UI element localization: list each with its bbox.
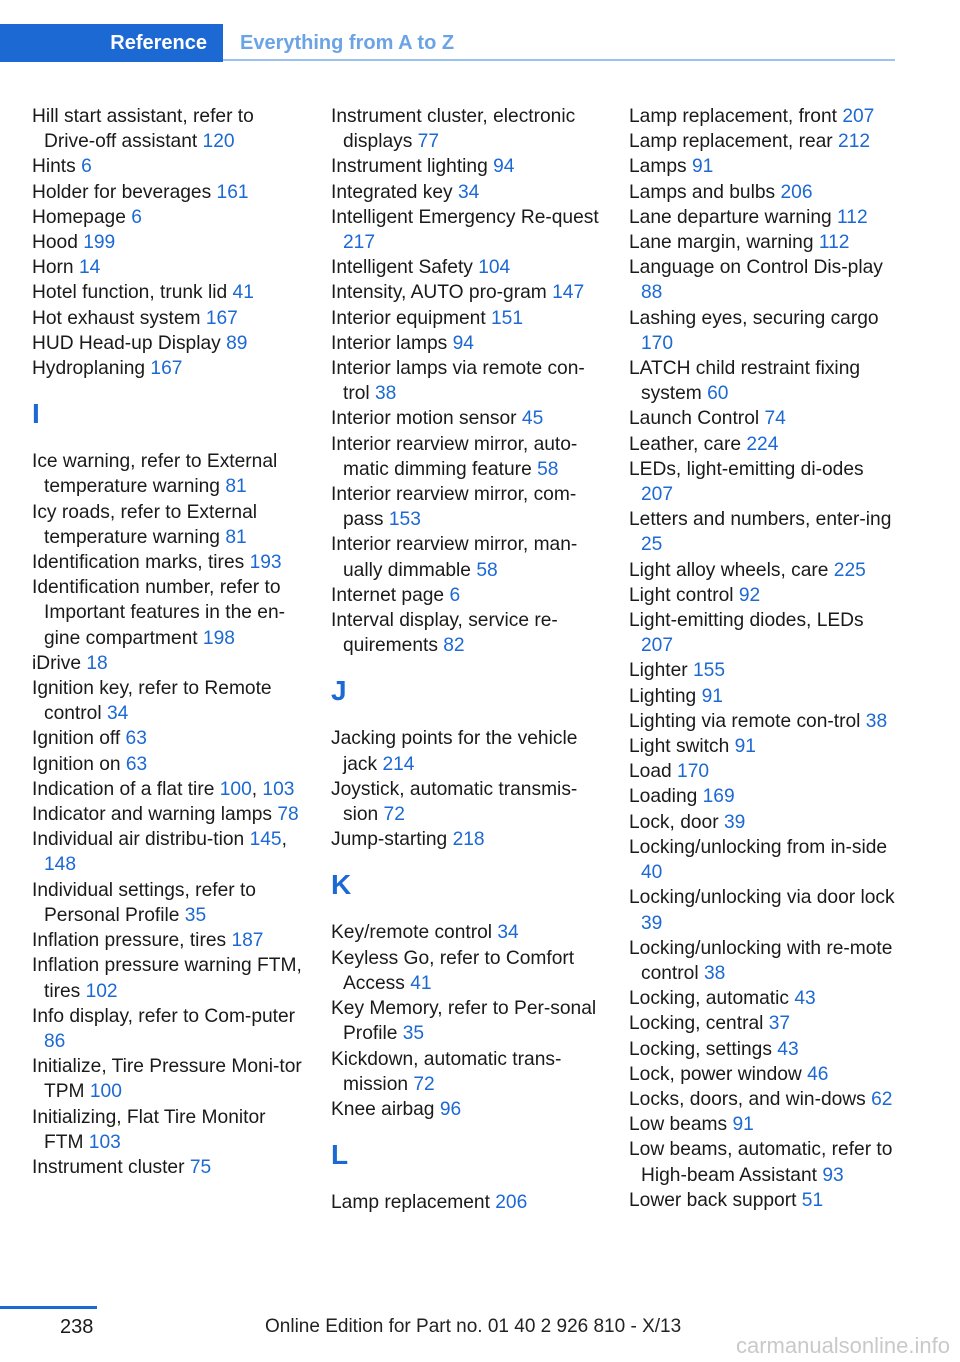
index-entry-text: Lighting — [629, 685, 697, 707]
page-link[interactable]: 225 — [833, 559, 866, 581]
page-link[interactable]: 38 — [865, 710, 888, 732]
index-entry-text: Locks, doors, and win-dows — [629, 1088, 866, 1110]
index-entry — [629, 230, 899, 255]
index-entry — [629, 810, 899, 835]
index-entry-text: Loading — [629, 786, 698, 808]
index-entry — [629, 432, 899, 457]
index-entry — [629, 306, 899, 356]
index-entry — [331, 777, 601, 827]
index-entry — [629, 709, 899, 734]
page-link[interactable]: 63 — [125, 728, 147, 750]
index-entry — [629, 986, 899, 1011]
page-link[interactable]: 112 — [818, 232, 850, 254]
page-link[interactable]: 46 — [807, 1063, 829, 1085]
index-entry-text: Hotel function, trunk lid — [32, 282, 228, 304]
index-entry-text: Lamp replacement, front — [629, 106, 837, 127]
index-entry-text: Locking, central — [629, 1013, 764, 1035]
page-link[interactable]: 18 — [86, 652, 108, 674]
page-link[interactable]: 218 — [452, 829, 485, 851]
index-entry-text: Leather, care — [629, 433, 742, 455]
index-entry — [629, 885, 899, 935]
page-link[interactable]: 103 — [88, 1131, 121, 1153]
page-link[interactable]: 63 — [125, 753, 148, 775]
index-entry-text: Lock, power window — [629, 1063, 802, 1085]
index-entry — [629, 104, 899, 129]
index-entry — [331, 255, 601, 280]
index-entry — [331, 920, 601, 945]
page-link[interactable]: 41 — [232, 282, 254, 304]
page-link[interactable]: 34 — [457, 181, 480, 203]
page-link[interactable]: 34 — [497, 922, 519, 944]
index-entry-text: Initialize, Tire Pressure Moni-tor TPM — [32, 1056, 302, 1103]
footer-rule — [0, 1306, 97, 1309]
page-link[interactable]: 92 — [738, 584, 761, 606]
index-entry-text: Interior rearview mirror, auto-matic dimming feature — [331, 433, 578, 480]
index-entry-text: Locking, automatic — [629, 988, 789, 1010]
page-link[interactable]: 103 — [262, 778, 295, 800]
index-entry-text: Icy roads, refer to External temperature warning — [32, 501, 258, 548]
index-entry — [629, 759, 899, 784]
page-link[interactable]: 6 — [449, 584, 461, 606]
page-link[interactable]: 100 — [219, 778, 252, 800]
index-entry-text: Intensity, AUTO pro-gram — [331, 282, 547, 304]
index-entry — [331, 1097, 601, 1122]
index-entry — [629, 1137, 899, 1187]
index-entry — [629, 608, 899, 658]
index-column-1 — [32, 104, 302, 1180]
page-link[interactable]: 104 — [478, 257, 511, 279]
index-entry — [331, 406, 601, 431]
index-entry — [331, 154, 601, 179]
index-entry — [629, 356, 899, 406]
index-entry-text: Instrument cluster, electronic displays — [331, 106, 576, 153]
index-entry — [629, 1011, 899, 1036]
page-link[interactable]: 75 — [189, 1156, 212, 1178]
page-link[interactable]: 89 — [226, 332, 248, 354]
page-link[interactable]: 35 — [184, 904, 207, 926]
page-link[interactable]: 96 — [439, 1098, 462, 1120]
page-link[interactable]: 100 — [89, 1081, 122, 1103]
index-entry — [331, 946, 601, 996]
index-entry-text: Locking/unlocking with re-mote control — [629, 937, 893, 984]
page-link[interactable]: 170 — [641, 332, 674, 354]
page-link[interactable]: 206 — [780, 181, 813, 203]
page-link[interactable]: 72 — [413, 1073, 435, 1095]
index-entry-text: Hydroplaning — [32, 358, 146, 380]
index-entry-text: Instrument lighting — [331, 156, 488, 178]
index-entry — [32, 651, 302, 676]
index-letter-heading: L — [331, 1139, 349, 1171]
index-entry — [32, 280, 302, 305]
index-entry-text: Lane departure warning — [629, 206, 832, 228]
index-entry-text: Interior rearview mirror, com-pass — [331, 484, 577, 531]
index-entry — [629, 129, 899, 154]
page-link[interactable]: 91 — [701, 685, 723, 707]
page-link[interactable]: 88 — [641, 282, 663, 304]
page-link[interactable]: 35 — [402, 1023, 425, 1045]
index-entry-text: Interior rearview mirror, man-ually dimmable — [331, 534, 578, 581]
index-entry-text: Lashing eyes, securing cargo — [629, 307, 879, 329]
index-entry-text: Interior equipment — [331, 307, 486, 329]
index-entry-text: Keyless Go, refer to Comfort Access — [331, 947, 575, 994]
index-entry-text: Jacking points for the vehicle jack — [331, 728, 578, 775]
page-link[interactable]: 51 — [801, 1189, 824, 1211]
index-entry-text: Light control — [629, 584, 734, 606]
index-entry-text: Light-emitting diodes, LEDs — [629, 610, 864, 632]
page-link[interactable]: 82 — [443, 635, 465, 657]
index-entry — [32, 1105, 302, 1155]
index-entry-text: Lamp replacement — [331, 1192, 490, 1214]
index-entry-text: Locking, settings — [629, 1038, 772, 1060]
index-entry — [32, 676, 302, 726]
index-entry-text: Low beams — [629, 1114, 728, 1136]
page-link[interactable]: 86 — [44, 1030, 66, 1052]
index-entry-text: Low beams, automatic, refer to High-beam Assistant — [629, 1139, 893, 1186]
page-link[interactable]: 60 — [707, 383, 729, 405]
index-entry-text: Launch Control — [629, 408, 760, 430]
index-entry — [32, 154, 302, 179]
page-link[interactable]: 102 — [85, 980, 118, 1002]
index-entry — [32, 306, 302, 331]
index-entry — [629, 734, 899, 759]
index-entry-text: Horn — [32, 257, 74, 279]
index-entry-text: Ice warning, refer to External temperature warning — [32, 451, 278, 498]
index-entry — [331, 432, 601, 482]
index-entry — [629, 1037, 899, 1062]
index-entry — [32, 928, 302, 953]
index-entry-text: Key Memory, refer to Per-sonal Profile — [331, 998, 597, 1045]
index-entry — [32, 878, 302, 928]
page-link[interactable]: 39 — [641, 912, 663, 934]
index-entry — [32, 1155, 302, 1180]
page-link[interactable]: 74 — [764, 408, 786, 430]
index-entry — [331, 726, 601, 776]
index-entry — [32, 104, 302, 154]
index-entry — [629, 558, 899, 583]
page-link[interactable]: 81 — [225, 526, 247, 548]
index-entry — [331, 532, 601, 582]
page-link[interactable]: 43 — [777, 1038, 799, 1060]
index-entry — [629, 154, 899, 179]
page-link[interactable]: 58 — [537, 458, 559, 480]
index-entry-text: Kickdown, automatic trans-mission — [331, 1048, 562, 1095]
edition-note: Online Edition for Part no. 01 40 2 926 810 - X/13 — [265, 1316, 682, 1337]
index-entry-text: Lower back support — [629, 1189, 797, 1211]
index-entry — [32, 449, 302, 499]
page-link[interactable]: 91 — [734, 736, 756, 758]
index-column-3 — [629, 104, 899, 1213]
page-link[interactable]: 167 — [205, 307, 238, 329]
page-link[interactable]: 151 — [491, 307, 524, 329]
index-entry — [32, 500, 302, 550]
page-link[interactable]: 6 — [81, 156, 92, 178]
index-entry-text: Lighting via remote con-trol — [629, 710, 861, 732]
index-entry — [629, 835, 899, 885]
index-entry-text: Interior lamps — [331, 332, 448, 354]
index-entry — [331, 996, 601, 1046]
index-entry — [32, 752, 302, 777]
page-link[interactable]: 207 — [641, 484, 674, 506]
index-entry — [331, 306, 601, 331]
index-entry — [32, 180, 302, 205]
index-entry — [331, 1190, 601, 1215]
page-link[interactable]: 40 — [641, 862, 663, 884]
index-entry-text: Light switch — [629, 736, 730, 758]
index-entry-text: Lamps and bulbs — [629, 181, 776, 203]
page-link[interactable]: 38 — [703, 962, 726, 984]
index-entry-text: Inflation pressure, tires — [32, 930, 227, 952]
page-link[interactable]: 198 — [202, 627, 235, 649]
index-entry-text: Hints — [32, 156, 76, 178]
index-entry-text: Identification number, refer to Important features in the en-gine compartment — [32, 577, 286, 649]
index-entry-text: Ignition on — [32, 753, 121, 775]
index-entry-text: Lamp replacement, rear — [629, 131, 833, 153]
index-entry — [32, 726, 302, 751]
page-link[interactable]: 78 — [277, 804, 299, 826]
index-entry — [32, 1004, 302, 1054]
index-letter-heading: J — [331, 675, 347, 707]
page-link[interactable]: 169 — [702, 786, 735, 808]
page-link[interactable]: 145 — [249, 829, 282, 851]
index-entry — [32, 331, 302, 356]
index-entry — [629, 684, 899, 709]
page-link[interactable]: 62 — [871, 1088, 893, 1110]
index-entry-text: Hot exhaust system — [32, 307, 201, 329]
index-entry-text: LATCH child restraint fixing system — [629, 358, 861, 405]
index-entry-text: Jump-starting — [331, 829, 448, 851]
index-entry — [629, 255, 899, 305]
index-entry-text: Ignition key, refer to Remote control — [32, 678, 272, 725]
page-link[interactable]: 217 — [343, 232, 376, 254]
section-tab[interactable]: Reference — [0, 24, 223, 62]
page-link[interactable]: 167 — [150, 358, 183, 380]
page-link[interactable]: 207 — [842, 106, 875, 127]
index-entry-text: Key/remote control — [331, 922, 493, 944]
page-link[interactable]: 170 — [677, 761, 710, 783]
index-entry-text: Indicator and warning lamps — [32, 804, 272, 826]
index-letter-heading: K — [331, 869, 352, 901]
page-link[interactable]: 120 — [202, 131, 235, 153]
index-entry-text: Letters and numbers, enter-ing — [629, 509, 892, 531]
index-entry-text: Info display, refer to Com-puter — [32, 1005, 296, 1027]
page-link[interactable]: 43 — [794, 988, 816, 1010]
index-entry-text: Individual settings, refer to Personal Profile — [32, 879, 256, 926]
page-header — [0, 24, 895, 62]
index-entry-text: Interior lamps via remote con-trol — [331, 358, 585, 405]
index-entry-text: HUD Head-up Display — [32, 332, 221, 354]
index-entry — [32, 575, 302, 651]
index-entry-text: Locking/unlocking from in-side — [629, 836, 888, 858]
page-link[interactable]: 112 — [837, 206, 868, 228]
index-entry-text: Individual air distribu-tion — [32, 829, 245, 851]
page-link[interactable]: 72 — [383, 804, 405, 826]
index-entry-text: Joystick, automatic transmis-sion — [331, 778, 578, 826]
page-link[interactable]: 34 — [106, 703, 129, 725]
index-entry — [629, 457, 899, 507]
index-entry — [331, 827, 601, 852]
index-letter-heading: I — [32, 398, 40, 430]
index-entry — [32, 205, 302, 230]
page-link[interactable]: 193 — [249, 552, 282, 574]
index-entry-text: Ignition off — [32, 728, 121, 750]
page-link[interactable]: 206 — [495, 1192, 528, 1214]
index-entry: Indication of a flat tire 100, 103 — [32, 778, 295, 800]
index-entry — [32, 1054, 302, 1104]
index-entry — [629, 205, 899, 230]
page-link[interactable]: 94 — [452, 332, 474, 354]
index-entry — [629, 507, 899, 557]
index-entry — [32, 230, 302, 255]
index-entry — [331, 280, 601, 305]
index-entry-text: Intelligent Emergency Re-quest — [331, 206, 599, 228]
index-entry-text: Language on Control Dis-play — [629, 257, 883, 279]
index-entry-text: Load — [629, 761, 672, 783]
index-entry-text: Initializing, Flat Tire Monitor FTM — [32, 1106, 266, 1153]
index-entry: Individual air distribu-tion 145, 148 — [32, 829, 287, 876]
index-entry — [629, 1062, 899, 1087]
page-link[interactable]: 41 — [410, 972, 432, 994]
index-entry-text: Interior motion sensor — [331, 408, 517, 430]
index-entry-text: Holder for beverages — [32, 181, 212, 203]
index-entry — [331, 608, 601, 658]
index-entry-text: Lock, door — [629, 811, 719, 833]
page-link[interactable]: 39 — [723, 811, 746, 833]
page-link[interactable]: 153 — [388, 509, 421, 531]
index-entry — [331, 356, 601, 406]
index-entry — [32, 550, 302, 575]
page-link[interactable]: 199 — [83, 232, 116, 254]
section-subtitle: Everything from A to Z — [240, 32, 455, 54]
index-entry-text: Indication of a flat tire — [32, 778, 215, 800]
page-link[interactable]: 224 — [746, 433, 779, 455]
index-entry-text: Interval display, service re-quirements — [331, 610, 558, 657]
page-link[interactable]: 38 — [375, 383, 397, 405]
index-entry-text: Light alloy wheels, care — [629, 559, 829, 581]
index-entry — [32, 255, 302, 280]
page-link[interactable]: 147 — [552, 282, 585, 304]
page-link[interactable]: 91 — [691, 156, 714, 178]
index-entry-text: Identification marks, tires — [32, 552, 245, 574]
index-entry — [629, 583, 899, 608]
index-entry-text: Homepage — [32, 206, 126, 228]
index-entry-text: Hill start assistant, refer to Drive-off assistant — [32, 106, 254, 153]
index-entry — [629, 784, 899, 809]
page-link[interactable]: 155 — [693, 660, 726, 682]
page-link[interactable]: 91 — [732, 1114, 754, 1136]
page-link[interactable]: 212 — [838, 131, 871, 153]
index-entry-text: Inflation pressure warning FTM, tires — [32, 955, 302, 1002]
index-entry — [331, 1047, 601, 1097]
page-link[interactable]: 14 — [78, 257, 101, 279]
index-entry-text: Locking/unlocking via door lock — [629, 887, 895, 909]
page-link[interactable]: 94 — [493, 156, 515, 178]
index-entry-text: LEDs, light-emitting di-odes — [629, 458, 864, 480]
index-entry — [32, 356, 302, 381]
index-entry — [629, 936, 899, 986]
index-entry — [629, 1188, 899, 1213]
index-entry-text: Instrument cluster — [32, 1156, 185, 1178]
page-link[interactable]: 207 — [641, 635, 674, 657]
page-link[interactable]: 45 — [521, 408, 544, 430]
index-entry — [629, 1112, 899, 1137]
header-rule — [223, 59, 895, 61]
index-entry — [331, 104, 601, 154]
page-link[interactable]: 25 — [641, 534, 663, 556]
index-entry — [331, 482, 601, 532]
index-entry-text: iDrive — [32, 652, 82, 674]
page-link[interactable]: 77 — [417, 131, 440, 153]
index-entry-text: Lane margin, warning — [629, 232, 814, 254]
index-entry-text: Intelligent Safety — [331, 257, 473, 279]
index-entry — [331, 331, 601, 356]
index-entry — [331, 583, 601, 608]
index-entry-text: Hood — [32, 232, 78, 254]
index-entry-text: Lighter — [629, 660, 688, 682]
index-entry-text: Internet page — [331, 584, 445, 606]
page-link[interactable]: 81 — [225, 476, 247, 498]
page-link[interactable]: 37 — [768, 1013, 791, 1035]
index-entry — [629, 658, 899, 683]
index-entry — [32, 953, 302, 1003]
index-entry — [629, 406, 899, 431]
index-entry-text: Knee airbag — [331, 1098, 435, 1120]
index-column-2 — [331, 104, 601, 1215]
page-link[interactable]: 161 — [216, 181, 249, 203]
index-entry — [32, 802, 302, 827]
page-link[interactable]: 187 — [231, 930, 264, 952]
page-link[interactable]: 58 — [476, 559, 498, 581]
page-link[interactable]: 93 — [822, 1164, 844, 1186]
index-entry-text: Integrated key — [331, 181, 453, 203]
index-entry — [629, 180, 899, 205]
watermark: carmanualsonline.info — [735, 1333, 950, 1358]
page-number: 238 — [60, 1316, 94, 1338]
index-entry-text: Lamps — [629, 156, 687, 178]
index-entry — [331, 180, 601, 205]
page-link[interactable]: 6 — [131, 206, 142, 228]
index-entry — [629, 1087, 899, 1112]
index-entry — [331, 205, 601, 255]
page-link[interactable]: 214 — [382, 753, 415, 775]
page-link[interactable]: 148 — [44, 854, 77, 876]
